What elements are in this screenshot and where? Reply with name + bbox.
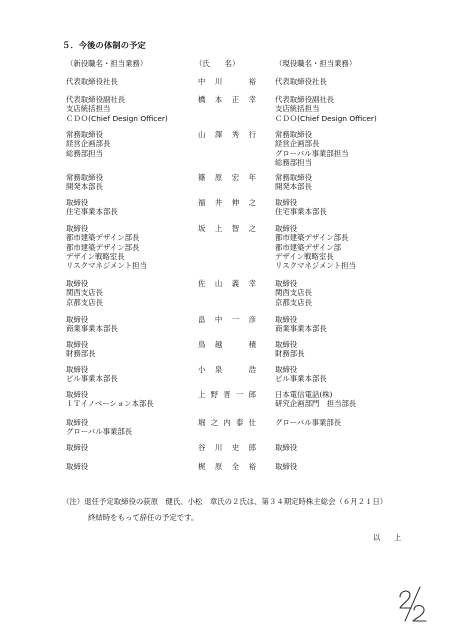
current-role-cell xyxy=(275,365,327,384)
new-role-line: 都市建築デザイン部長 xyxy=(66,233,140,243)
new-role-line: 取締役 xyxy=(66,365,89,374)
new-role-line: 取締役 xyxy=(66,462,89,471)
current-role-cell xyxy=(275,340,305,359)
new-role-line: 取締役 xyxy=(66,390,89,399)
officer-name: 畠中一彦 xyxy=(198,315,256,324)
new-role-line: 商業事業本部長 xyxy=(66,324,118,334)
new-role-line: 取締役 xyxy=(66,443,89,452)
officer-name: 堀之内泰仕 xyxy=(198,418,256,427)
current-role-line: デザイン戦略室長 xyxy=(275,251,334,261)
current-role-cell xyxy=(275,443,297,452)
current-role-cell xyxy=(275,77,327,86)
current-role-line: 商業事業本部長 xyxy=(275,324,327,334)
new-role-line: 経営企画部長 xyxy=(66,139,111,149)
current-role-line: ＣＤＯ(Chief Design Officer) xyxy=(275,113,377,123)
current-role-line: 取締役 xyxy=(275,224,298,233)
current-role-line: 代表取締役社長 xyxy=(275,77,327,86)
new-role-line: 代表取締役社長 xyxy=(66,77,118,86)
new-role-line: ＩＴイノベーション本部長 xyxy=(66,399,154,409)
current-role-line: 関西支店長 xyxy=(275,288,312,298)
new-role-line: 取締役 xyxy=(66,315,89,324)
officer-name: 篠原宏年 xyxy=(198,173,256,182)
footnote xyxy=(62,494,387,525)
current-role-line: 総務部担当 xyxy=(275,157,312,167)
new-role-line: 取締役 xyxy=(66,418,89,427)
new-role-cell xyxy=(66,130,110,158)
current-role-line: 経営企画部長 xyxy=(275,139,320,149)
current-role-line: 都市建築デザイン部長 xyxy=(275,233,349,243)
officer-name: 佐山義幸 xyxy=(198,279,256,288)
current-role-line: 住宅事業本部長 xyxy=(275,207,327,217)
new-role-line: 住宅事業本部長 xyxy=(66,207,118,217)
current-role-line: 都市建築デザイン部 xyxy=(275,242,341,252)
new-role-cell xyxy=(66,279,103,307)
current-role-line: ビル事業本部長 xyxy=(275,374,327,384)
new-role-line: 取締役 xyxy=(66,340,89,349)
new-role-cell xyxy=(66,77,118,86)
new-role-line: 取締役 xyxy=(66,224,89,233)
new-role-line: 代表取締役副社長 xyxy=(66,95,126,104)
current-role-cell xyxy=(275,462,297,471)
page-number-handwritten xyxy=(394,583,430,623)
new-role-line: 財務部長 xyxy=(66,349,96,359)
officer-name: 谷川史郎 xyxy=(198,443,256,452)
new-role-cell xyxy=(66,390,154,409)
current-role-line: 開発本部長 xyxy=(275,182,312,192)
new-role-cell xyxy=(66,198,118,217)
officer-name: 福井伸之 xyxy=(198,198,256,207)
new-role-line: 支店統括担当 xyxy=(66,104,111,114)
current-role-line: 日本電信電話(株) xyxy=(275,390,333,399)
current-role-line: 取締役 xyxy=(275,443,298,452)
new-role-line: 京都支店長 xyxy=(66,297,103,307)
new-role-line: 都市建築デザイン部長 xyxy=(66,242,140,252)
new-role-cell xyxy=(66,173,103,192)
current-role-line: グローバル事業部長 xyxy=(275,418,342,427)
new-role-line: 取締役 xyxy=(66,279,89,288)
new-role-line: 常務取締役 xyxy=(66,130,103,139)
closing-mark: 以 上 xyxy=(373,533,405,542)
current-role-line: 京都支店長 xyxy=(275,297,312,307)
current-role-line: 取締役 xyxy=(275,340,298,349)
new-role-cell xyxy=(66,418,132,437)
column-header-current-role: （現役職名・担当業務） xyxy=(275,59,357,68)
new-role-line: ビル事業本部長 xyxy=(66,374,118,384)
new-role-line: 取締役 xyxy=(66,198,89,207)
officer-name: 小泉 浩 xyxy=(198,365,256,374)
new-role-line: 常務取締役 xyxy=(66,173,103,182)
current-role-cell xyxy=(275,279,312,307)
section-title: ５．今後の体制の予定 xyxy=(62,40,146,50)
new-role-cell xyxy=(66,340,96,359)
current-role-line: 研究企画部門 担当部長 xyxy=(275,399,357,409)
current-role-line: 支店統括担当 xyxy=(275,104,320,114)
officer-name: 坂上智之 xyxy=(198,224,256,233)
officer-name: 鳥越 積 xyxy=(198,340,256,349)
new-role-line: 関西支店長 xyxy=(66,288,103,298)
column-header-name: （氏 名） xyxy=(195,59,240,68)
new-role-line: グローバル事業部長 xyxy=(66,427,133,437)
officer-name: 上野晋一郎 xyxy=(198,390,256,399)
current-role-line: 常務取締役 xyxy=(275,130,312,139)
officer-name: 山澤秀行 xyxy=(198,130,256,139)
new-role-line: リスクマネジメント担当 xyxy=(66,261,147,271)
current-role-line: グローバル事業部担当 xyxy=(275,148,349,158)
current-role-cell xyxy=(275,173,312,192)
officer-name: 橋本正幸 xyxy=(198,95,256,104)
new-role-line: 開発本部長 xyxy=(66,182,103,192)
column-header-new-role: （新役職名・担当業務） xyxy=(66,59,148,68)
current-role-cell xyxy=(275,95,377,123)
current-role-line: 取締役 xyxy=(275,279,298,288)
new-role-cell xyxy=(66,443,88,452)
footnote-line-2: 終結時をもって辞任の予定です。 xyxy=(88,512,199,522)
current-role-line: 取締役 xyxy=(275,198,298,207)
new-role-cell xyxy=(66,462,88,471)
current-role-cell xyxy=(275,198,327,217)
current-role-line: リスクマネジメント担当 xyxy=(275,261,356,271)
new-role-line: デザイン戦略室長 xyxy=(66,251,125,261)
current-role-cell xyxy=(275,418,341,427)
officer-name: 中川 裕 xyxy=(198,77,256,86)
new-role-cell xyxy=(66,365,118,384)
new-role-cell xyxy=(66,95,168,123)
current-role-line: 取締役 xyxy=(275,315,298,324)
current-role-line: 財務部長 xyxy=(275,349,305,359)
current-role-line: 常務取締役 xyxy=(275,173,312,182)
new-role-cell xyxy=(66,224,147,270)
footnote-line-1: （注）退任予定取締役の荻原 健氏、小松 章氏の２氏は、第３４期定時株主総会（６月２１日） xyxy=(62,497,388,506)
current-role-line: 取締役 xyxy=(275,462,298,471)
current-role-cell xyxy=(275,130,349,167)
new-role-line: 総務部担当 xyxy=(66,148,103,158)
current-role-cell xyxy=(275,315,327,334)
current-role-cell xyxy=(275,390,356,409)
new-role-cell xyxy=(66,315,118,334)
current-role-line: 代表取締役副社長 xyxy=(275,95,335,104)
current-role-cell xyxy=(275,224,356,270)
current-role-line: 取締役 xyxy=(275,365,298,374)
new-role-line: ＣＤＯ(Chief Design Officer) xyxy=(66,113,168,123)
officer-name: 梶原全裕 xyxy=(198,462,256,471)
